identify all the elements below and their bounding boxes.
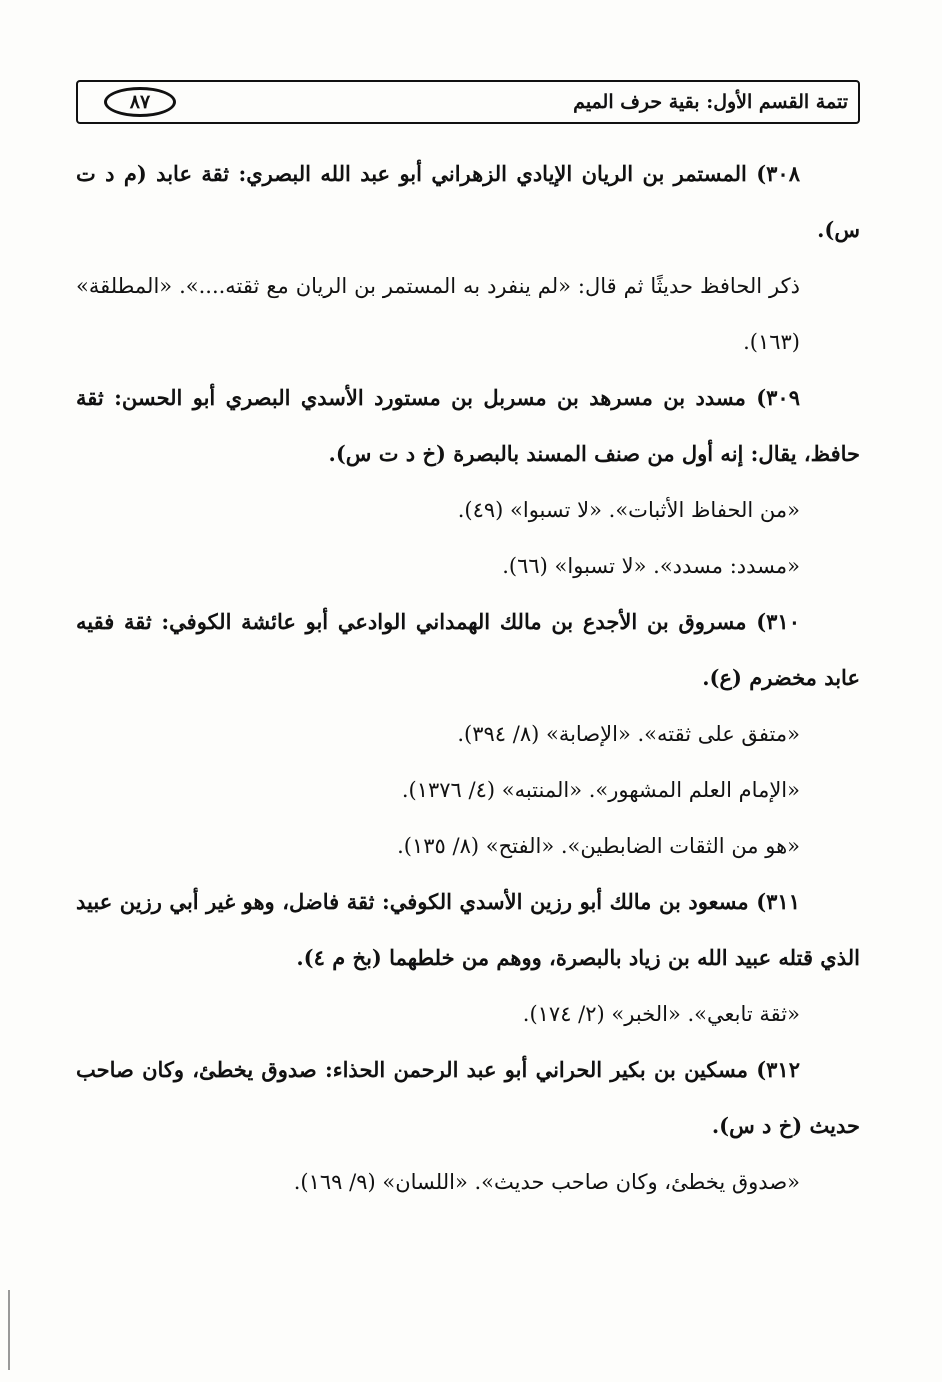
header-title: تتمة القسم الأول: بقية حرف الميم: [573, 91, 848, 113]
entry-quote: «هو من الثقات الضابطين». «الفتح» (٨/ ١٣٥).: [397, 834, 800, 858]
entry-text: ٣٠٩) مسدد بن مسرهد بن مسربل بن مستورد الأسدي البصري أبو الحسن: ثقة حافظ، يقال: إنه أول من صنف المسند بالبصرة (خ د ت س).: [76, 385, 860, 466]
entry-quote: ذكر الحافظ حديثًا ثم قال: «لم ينفرد به المستمر بن الريان مع ثقته....». «المطلقة» (١٦٣).: [76, 274, 800, 354]
entry-312: [76, 1042, 860, 1210]
entry-quote: «مسدد: مسدد». «لا تسبوا» (٦٦).: [502, 554, 800, 578]
page-content: [76, 146, 860, 1210]
scan-edge-mark: [8, 1290, 10, 1370]
page-header: [76, 80, 860, 124]
entry-text: ٣١٠) مسروق بن الأجدع بن مالك الهمداني الوادعي أبو عائشة الكوفي: ثقة فقيه عابد مخضرم (ع).: [76, 609, 860, 690]
entry-quote: «صدوق يخطئ، وكان صاحب حديث». «اللسان» (٩/ ١٦٩).: [293, 1170, 800, 1194]
entry-quote: «ثقة تابعي». «الخبر» (٢/ ١٧٤).: [522, 1002, 800, 1026]
entry-quote: «متفق على ثقته». «الإصابة» (٨/ ٣٩٤).: [457, 722, 800, 746]
entry-quote: «من الحفاظ الأثبات». «لا تسبوا» (٤٩).: [457, 498, 800, 522]
entry-text: ٣٠٨) المستمر بن الريان الإيادي الزهراني أبو عبد الله البصري: ثقة عابد (م د ت س).: [76, 161, 860, 242]
page-number: ٨٧: [104, 87, 176, 117]
entry-quote: «الإمام العلم المشهور». «المنتبه» (٤/ ١٣٧٦).: [401, 778, 800, 802]
entry-text: ٣١٢) مسكين بن بكير الحراني أبو عبد الرحمن الحذاء: صدوق يخطئ، وكان صاحب حديث (خ د س).: [76, 1057, 860, 1138]
entry-311: [76, 874, 860, 1042]
entry-308: [76, 146, 860, 370]
entry-309: [76, 370, 860, 594]
entry-text: ٣١١) مسعود بن مالك أبو رزين الأسدي الكوفي: ثقة فاضل، وهو غير أبي رزين عبيد الذي قتله عبيد الله بن زياد بالبصرة، ووهم من خلطهما (بخ م ٤).: [76, 889, 860, 970]
entry-310: [76, 594, 860, 874]
